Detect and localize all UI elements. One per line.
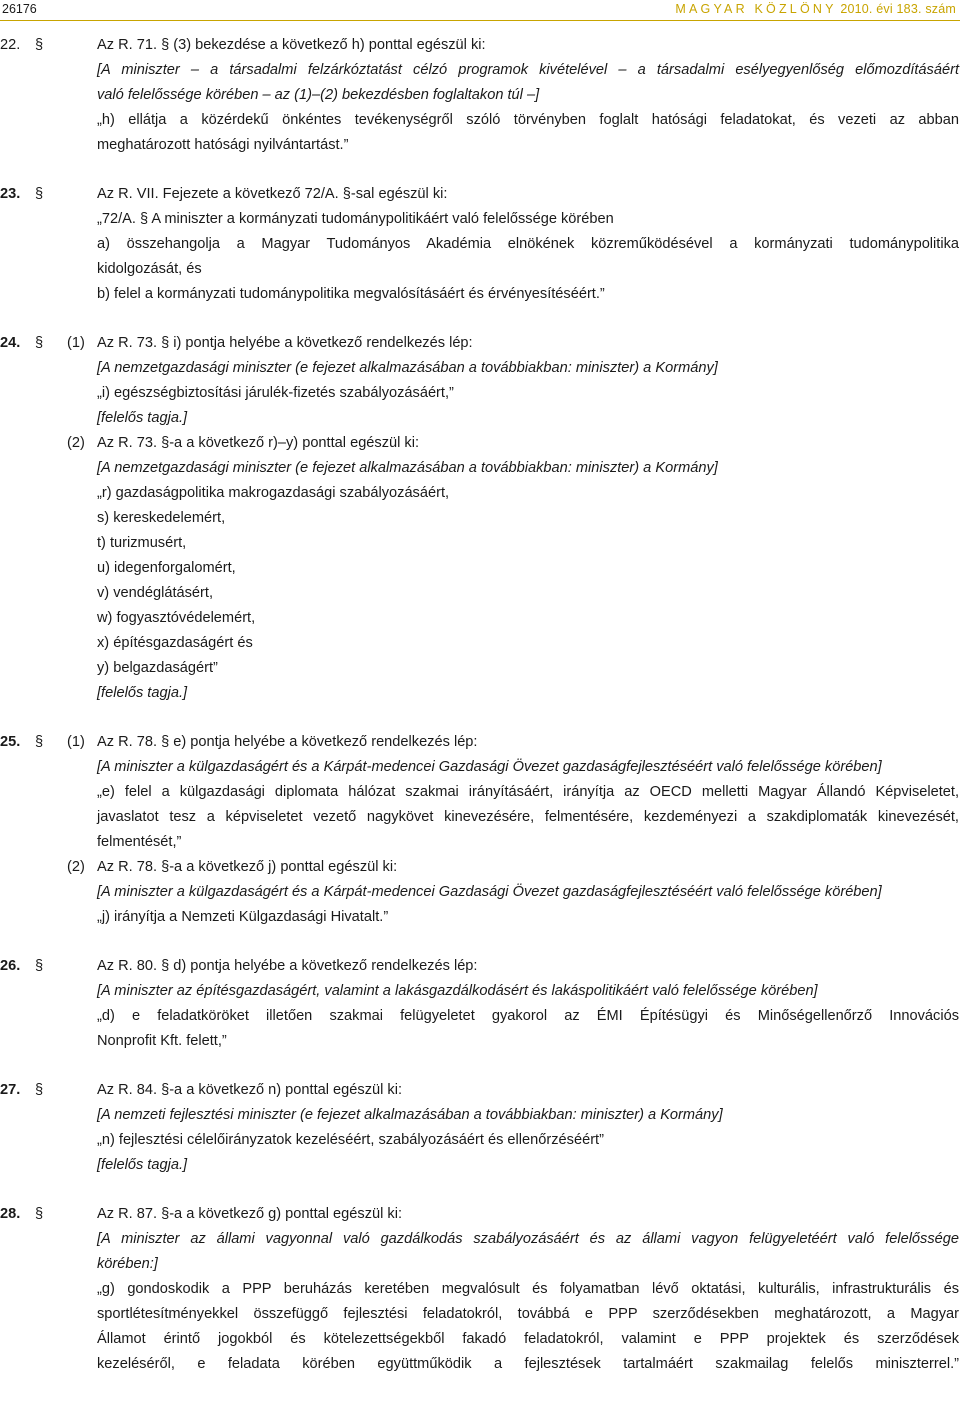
doc-line-s25-t1: Az R. 78. § e) pontja helyébe a következő rendelkezés lép:	[97, 734, 478, 750]
doc-line-s24-p2: (2)	[67, 435, 85, 451]
doc-line-l-30: felmentését,”	[97, 834, 182, 850]
doc-line-s25-num: 25.	[0, 734, 21, 750]
doc-line-l-43: [A miniszter az állami vagyonnal való gazdálkodás szabályozásáért és az állami vagyon felügyeletéért való felelőssége	[97, 1231, 959, 1247]
doc-line-s28-sign: §	[35, 1206, 44, 1222]
doc-line-l-20: u) idegenforgalomért,	[97, 560, 236, 576]
doc-line-s28-text: Az R. 87. §-a a következő g) ponttal egészül ki:	[97, 1206, 403, 1222]
doc-line-s24-num: 24.	[0, 335, 21, 351]
doc-line-l-35: [A miniszter az építésgazdaságért, valamint a lakásgazdálkodásért és lakáspolitikáért való felelőssége körében]	[97, 983, 818, 999]
doc-line-l-25: [felelős tagja.]	[97, 685, 188, 701]
doc-line-s26-text: Az R. 80. § d) pontja helyébe a következő rendelkezés lép:	[97, 958, 478, 974]
doc-line-l-37: Nonprofit Kft. felett,”	[97, 1033, 227, 1049]
doc-line-l-46: sportlétesítményekkel összefüggő fejlesztési feladatokról, továbbá e PPP szerződésekben meghatározott, a Magyar	[97, 1306, 959, 1322]
doc-line-l-9: kidolgozását, és	[97, 261, 202, 277]
doc-line-l-21: v) vendéglátásért,	[97, 585, 214, 601]
header-rule	[0, 20, 960, 21]
doc-line-s23-num: 23.	[0, 186, 21, 202]
doc-line-s25-p2: (2)	[67, 859, 85, 875]
doc-line-s23-sign: §	[35, 186, 44, 202]
doc-line-l-44: körében:]	[97, 1256, 158, 1272]
doc-line-l-3: való felelőssége körében – az (1)–(2) bekezdésben foglaltakon túl –]	[97, 87, 540, 103]
doc-line-l-16: [A nemzetgazdasági miniszter (e fejezet alkalmazásában a továbbiakban: miniszter) a Kormány]	[97, 460, 718, 476]
doc-line-l-41: [felelős tagja.]	[97, 1157, 188, 1173]
doc-line-l-48: kezeléséről, e feladata körében együttműködik a fejlesztések tartalmáért szakmailag felelős miniszterrel.”	[97, 1356, 959, 1372]
journal-issue: 2010. évi 183. szám	[840, 2, 956, 16]
doc-line-l-32: [A miniszter a külgazdaságért és a Kárpát-medencei Gazdasági Övezet gazdaságfejlesztéséért való felelőssége körében]	[97, 884, 882, 900]
journal-name: MAGYAR KÖZLÖNY	[675, 2, 837, 16]
doc-line-l-13: „i) egészségbiztosítási járulék-fizetés szabályozásáért,”	[97, 385, 454, 401]
doc-line-s24-p1: (1)	[67, 335, 85, 351]
doc-line-s28-num: 28.	[0, 1206, 21, 1222]
doc-line-s25-p1: (1)	[67, 734, 85, 750]
doc-line-s26-num: 26.	[0, 958, 21, 974]
doc-line-s26-sign: §	[35, 958, 44, 974]
doc-line-l-23: x) építésgazdaságért és	[97, 635, 253, 651]
doc-line-s25-t2: Az R. 78. §-a a következő j) ponttal egészül ki:	[97, 859, 398, 875]
doc-line-l-47: Államot érintő jogokból és kötelezettségekből fakadó feladatokról, valamint e PPP projektek és szerződések	[97, 1331, 959, 1347]
doc-line-l-7: „72/A. § A miniszter a kormányzati tudománypolitikáért való felelőssége körében	[97, 211, 614, 227]
doc-line-l-22: w) fogyasztóvédelemért,	[97, 610, 256, 626]
doc-line-l-36: „d) e feladatköröket illetően szakmai felügyeletet gyakorol az ÉMI Építésügyi és Minőségellenőrző Innovációs	[97, 1008, 959, 1024]
doc-line-s22-num: 22.	[0, 37, 21, 53]
doc-line-s27-sign: §	[35, 1082, 44, 1098]
doc-line-s24-sign: §	[35, 335, 44, 351]
doc-line-s24-t2: Az R. 73. §-a a következő r)–y) ponttal egészül ki:	[97, 435, 420, 451]
doc-line-l-17: „r) gazdaságpolitika makrogazdasági szabályozásáért,	[97, 485, 450, 501]
doc-line-l-18: s) kereskedelemért,	[97, 510, 226, 526]
doc-line-s27-num: 27.	[0, 1082, 21, 1098]
doc-line-l-14: [felelős tagja.]	[97, 410, 188, 426]
doc-line-s27-text: Az R. 84. §-a a következő n) ponttal egészül ki:	[97, 1082, 403, 1098]
doc-line-l-24: y) belgazdaságért”	[97, 660, 218, 676]
doc-line-l-12: [A nemzetgazdasági miniszter (e fejezet alkalmazásában a továbbiakban: miniszter) a Kormány]	[97, 360, 718, 376]
doc-line-l-5: meghatározott hatósági nyilvántartást.”	[97, 137, 349, 153]
doc-line-l-45: „g) gondoskodik a PPP beruházás keretében megvalósult és folyamatban lévő oktatási, kulturális, infrastrukturális és	[97, 1281, 959, 1297]
doc-line-l-2: [A miniszter – a társadalmi felzárkóztatást célzó programok kivételével – a társadalmi esélyegyenlőség előmozdításáért	[97, 62, 959, 78]
doc-line-s24-t1: Az R. 73. § i) pontja helyébe a következő rendelkezés lép:	[97, 335, 473, 351]
doc-line-s25-sign: §	[35, 734, 44, 750]
doc-line-l-10: b) felel a kormányzati tudománypolitika megvalósításáért és érvényesítéséért.”	[97, 286, 605, 302]
doc-line-l-40: „n) fejlesztési célelőirányzatok kezeléséért, szabályozásáért és ellenőrzéséért”	[97, 1132, 604, 1148]
doc-line-l-29: javaslatot tesz a képviseletet vezető nagykövet kinevezésére, felmentésére, kezdeményezi a szakdiplomaták kinevezését,	[97, 809, 959, 825]
doc-line-s22-text: Az R. 71. § (3) bekezdése a következő h) ponttal egészül ki:	[97, 37, 486, 53]
doc-line-s23-text: Az R. VII. Fejezete a következő 72/A. §-sal egészül ki:	[97, 186, 448, 202]
doc-line-l-28: „e) felel a külgazdasági diplomata hálózat szakmai irányításáért, irányítja az OECD melletti Magyar Állandó Képviseletet,	[97, 784, 959, 800]
doc-line-l-27: [A miniszter a külgazdaságért és a Kárpát-medencei Gazdasági Övezet gazdaságfejlesztéséért való felelőssége körében]	[97, 759, 882, 775]
doc-line-l-8: a) összehangolja a Magyar Tudományos Akadémia elnökének közreműködésével a kormányzati tudománypolitika	[97, 236, 959, 252]
doc-line-l-39: [A nemzeti fejlesztési miniszter (e fejezet alkalmazásában a továbbiakban: miniszter) a Kormány]	[97, 1107, 723, 1123]
doc-line-s22-sign: §	[35, 37, 44, 53]
doc-line-l-19: t) turizmusért,	[97, 535, 187, 551]
doc-line-l-4: „h) ellátja a közérdekű önkéntes tevékenységről szóló törvényben foglalt hatósági feladatokat, és vezeti az abban	[97, 112, 959, 128]
page-number: 26176	[2, 2, 37, 16]
journal-title	[675, 2, 956, 16]
doc-line-l-33: „j) irányítja a Nemzeti Külgazdasági Hivatalt.”	[97, 909, 389, 925]
page-header	[0, 0, 960, 20]
